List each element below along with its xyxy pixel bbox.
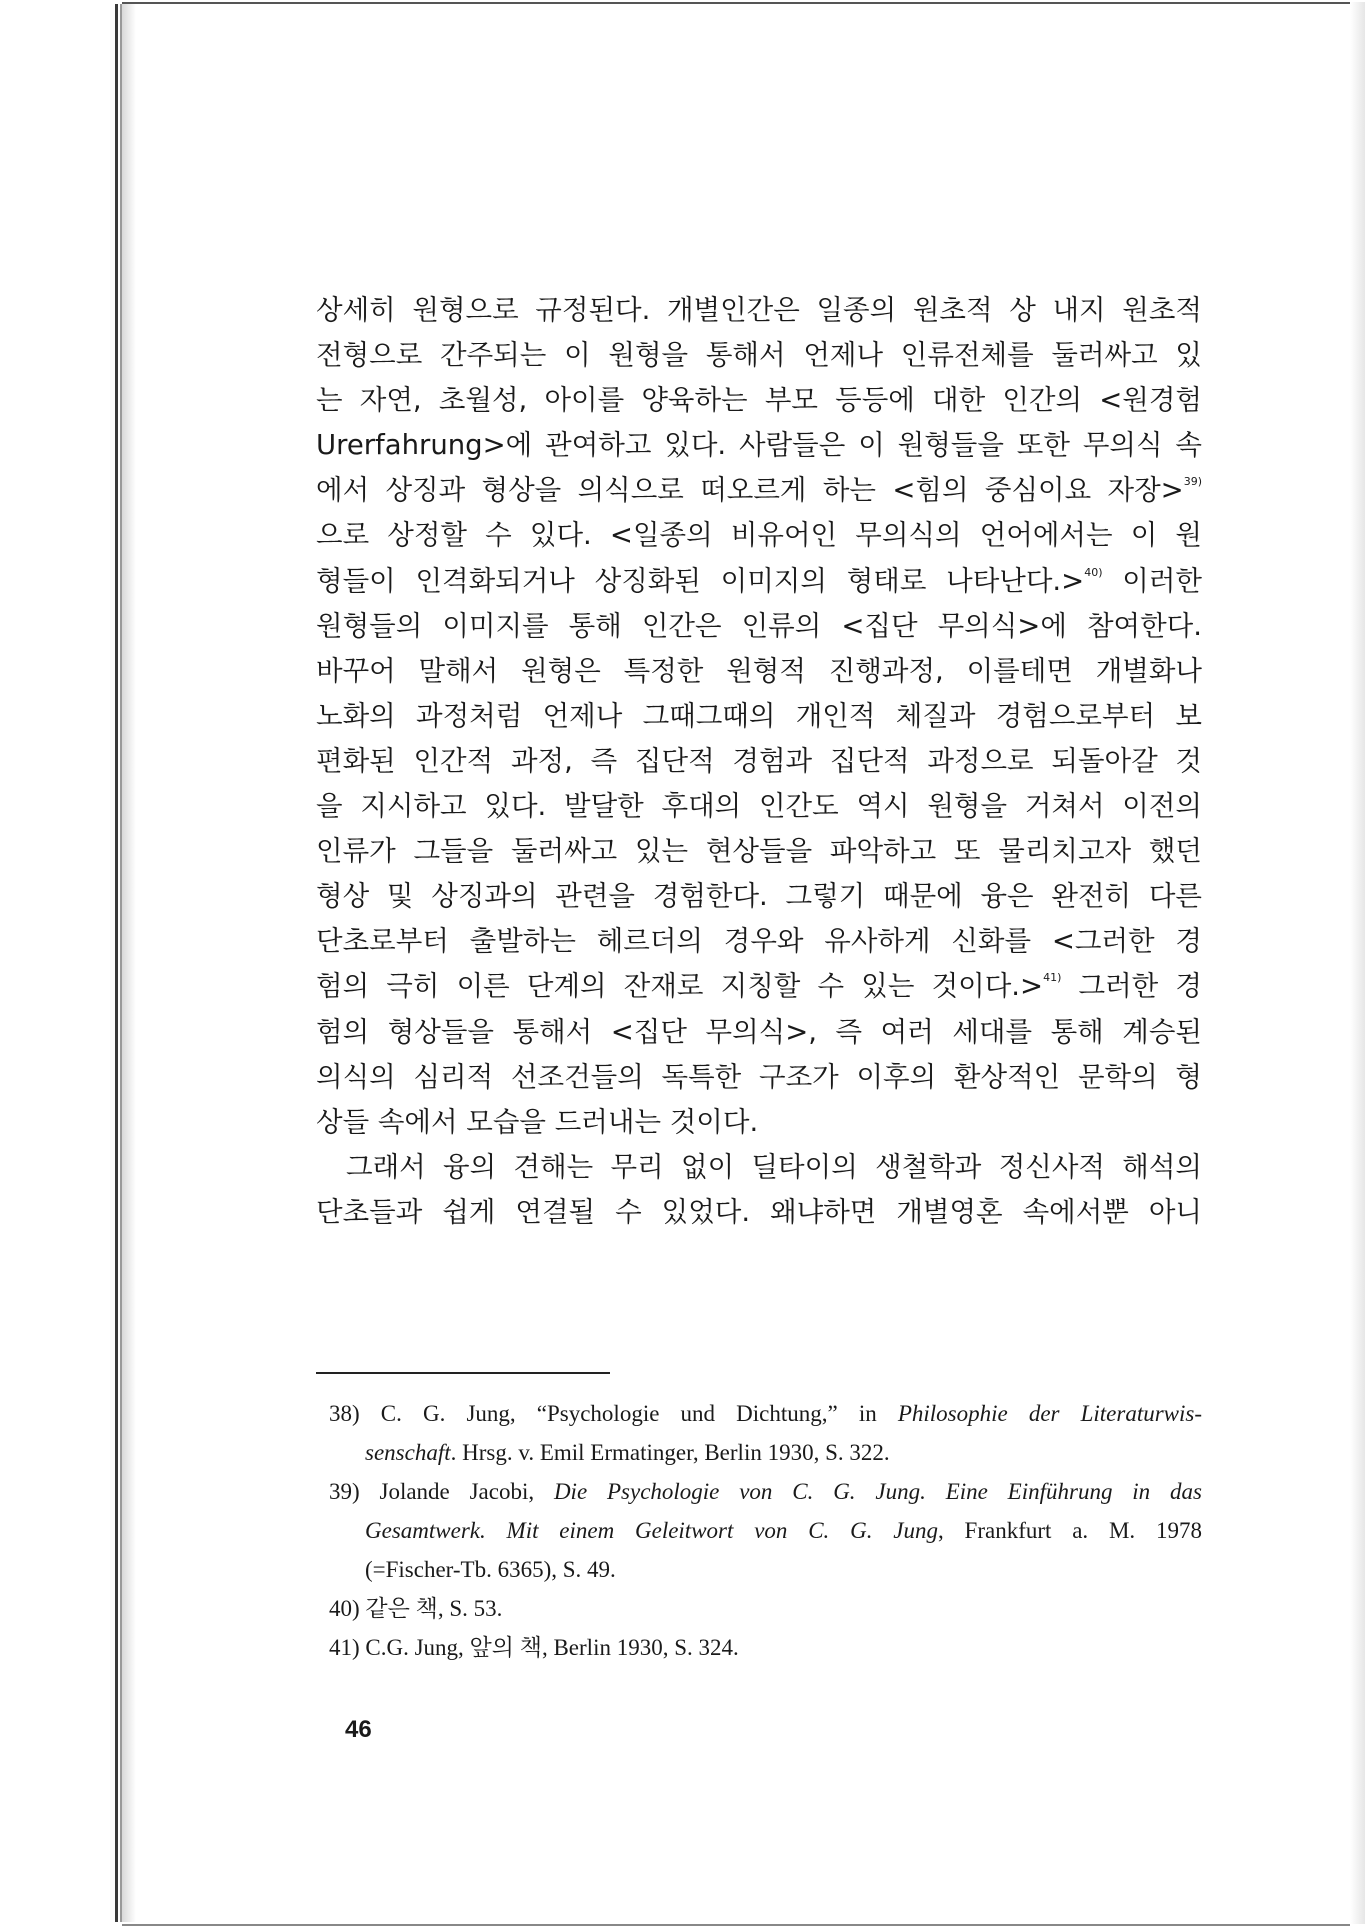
- footnote-title: senschaft: [365, 1440, 451, 1465]
- footnote-39-cont: [329, 1511, 1202, 1550]
- body-line-text: 그러한 경: [1061, 970, 1202, 1003]
- body-line: 상세히 원형으로 규정된다. 개별인간은 일종의 원초적 상 내지 원초적: [316, 294, 1202, 326]
- footnote-title: Die Psychologie von C. G. Jung. Eine Einführung in das: [553, 1479, 1202, 1504]
- body-line: 을 지시하고 있다. 발달한 후대의 인간도 역시 원형을 거쳐서 이전의: [316, 790, 1202, 823]
- body-line: 형상 및 상징과의 관련을 경험한다. 그렇기 때문에 융은 완전히 다른: [316, 880, 1202, 913]
- page-right-edge: [1350, 2, 1365, 1924]
- body-line: 으로 상정할 수 있다. <일종의 비유어인 무의식의 언어에서는 이 원: [316, 519, 1202, 552]
- body-line: 인류가 그들을 둘러싸고 있는 현상들을 파악하고 또 물리치고자 했던: [316, 835, 1202, 868]
- body-line-text: 이러한: [1102, 564, 1202, 597]
- footnote-title: Philosophie der Literaturwis-: [897, 1401, 1203, 1426]
- body-text: [316, 288, 1202, 1235]
- footnotes: [329, 1394, 1202, 1667]
- footnote-38-cont: [329, 1433, 1202, 1472]
- body-line: 단초로부터 출발하는 헤르더의 경우와 유사하게 신화를 <그러한 경: [316, 925, 1202, 958]
- body-line: Urerfahrung>에 관여하고 있다. 사람들은 이 원형들을 또한 무의식 속: [316, 429, 1202, 462]
- footnote-39: [329, 1472, 1202, 1511]
- body-line: 의식의 심리적 선조건들의 독특한 구조가 이후의 환상적인 문학의 형: [316, 1060, 1202, 1093]
- footnote-marker: 41): [1043, 971, 1062, 985]
- body-line: 노화의 과정처럼 언제나 그때그때의 개인적 체질과 경험으로부터 보: [316, 699, 1202, 732]
- book-spine-edge: [115, 4, 118, 1922]
- body-line: 원형들의 이미지를 통해 인간은 인류의 <집단 무의식>에 참여한다.: [316, 609, 1202, 642]
- footnote-38: [329, 1394, 1202, 1433]
- body-line: 편화된 인간적 과정, 즉 집단적 경험과 집단적 과정으로 되돌아갈 것: [316, 744, 1202, 777]
- footnote-39-cont: (=Fischer-Tb. 6365), S. 49.: [365, 1557, 616, 1582]
- footnote-separator: [316, 1372, 610, 1374]
- footnote-text: , Frankfurt a. M. 1978: [937, 1518, 1202, 1543]
- body-line: 바꾸어 말해서 원형은 특정한 원형적 진행과정, 이를테면 개별화나: [316, 654, 1202, 687]
- body-line: [316, 468, 1202, 513]
- footnote-marker: 39): [1183, 475, 1202, 489]
- footnote-text: . Hrsg. v. Emil Ermatinger, Berlin 1930, S. 322.: [450, 1440, 890, 1465]
- footnote-title: Gesamtwerk. Mit einem Geleitwort von C. G. Jung: [365, 1518, 938, 1543]
- footnote-text: 38) C. G. Jung, “Psychologie und Dichtung,” in: [329, 1401, 898, 1426]
- body-line: 전형으로 간주되는 이 원형을 통해서 언제나 인류전체를 둘러싸고 있: [316, 339, 1202, 372]
- footnote-41: 41) C.G. Jung, 앞의 책, Berlin 1930, S. 324.: [329, 1635, 739, 1660]
- body-line: [316, 964, 1202, 1009]
- footnote-text: 39) Jolande Jacobi,: [329, 1479, 554, 1504]
- body-line: [316, 559, 1202, 604]
- page-margin: [0, 0, 126, 1926]
- body-line: 험의 형상들을 통해서 <집단 무의식>, 즉 여러 세대를 통해 계승된: [316, 1015, 1202, 1048]
- body-line: 그래서 융의 견해는 무리 없이 딜타이의 생철학과 정신사적 해석의: [346, 1150, 1202, 1183]
- body-line: 상들 속에서 모습을 드러내는 것이다.: [316, 1105, 759, 1138]
- footnote-40: 40) 같은 책, S. 53.: [329, 1596, 503, 1621]
- binding-shadow: [122, 4, 136, 1922]
- body-line: 는 자연, 초월성, 아이를 양육하는 부모 등등에 대한 인간의 <원경험: [316, 384, 1202, 417]
- body-line-text: 험의 극히 이른 단계의 잔재로 지칭할 수 있는 것이다.>: [316, 970, 1044, 1003]
- footnote-marker: 40): [1084, 565, 1103, 579]
- body-line-text: 에서 상징과 형상을 의식으로 떠오르게 하는 <힘의 중심이요 자장>: [316, 474, 1184, 507]
- body-line: 단초들과 쉽게 연결될 수 있었다. 왜냐하면 개별영혼 속에서뿐 아니: [316, 1195, 1202, 1228]
- body-line-text: 형들이 인격화되거나 상징화된 이미지의 형태로 나타난다.>: [316, 564, 1085, 597]
- page-number: 46: [345, 1716, 372, 1743]
